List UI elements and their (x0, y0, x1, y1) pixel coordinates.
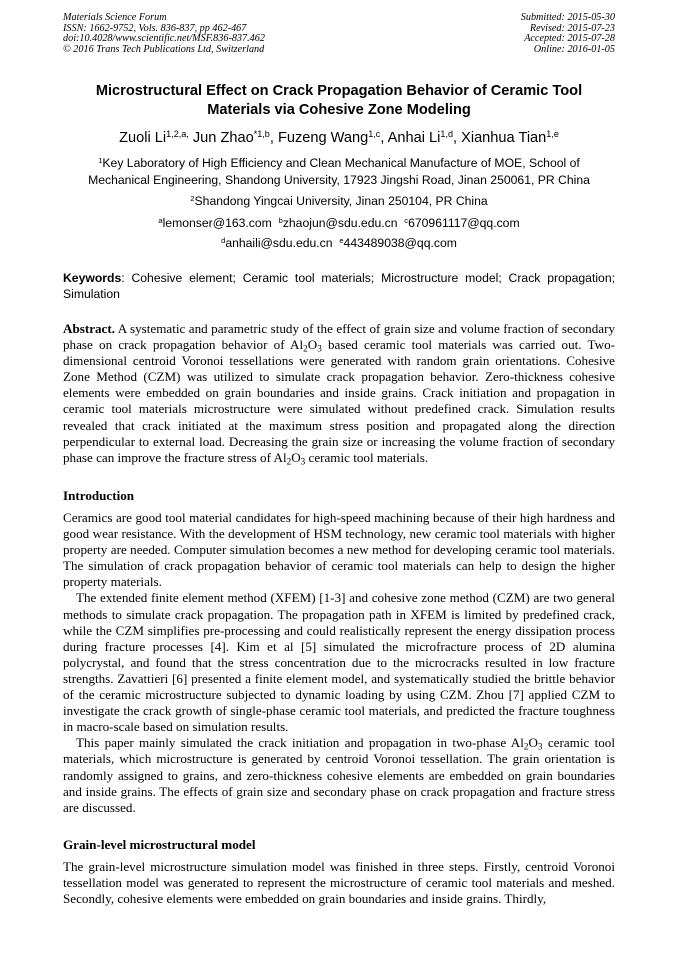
affiliation-2 (60, 193, 618, 210)
subscript: 3 (300, 456, 306, 467)
paragraph-text: This paper mainly simulated the crack initiation and propagation in two-phase Al (76, 735, 524, 751)
paragraph: Ceramics are good tool material candidates for high-speed machining because of their high hardness and good wear resistance. With the development of HSM technology, new ceramic tool materials with higher property are needed. Computer simulation becomes a new method for developing ceramic tool materials. The simulation of crack propagation behavior of ceramic tool materials can help to design the higher property materials. (63, 510, 615, 590)
abstract-text: O (291, 449, 301, 465)
affiliation-sup: 1 (98, 155, 103, 165)
title-line-1: Microstructural Effect on Crack Propagation Behavior of Ceramic Tool (95, 83, 583, 99)
author-name: Xianhua Tian (461, 130, 547, 146)
author-affiliation-sup: 1,d (440, 129, 453, 140)
affiliation-2-text: Shandong Yingcai University, Jinan 250104, PR China (194, 194, 488, 208)
section-heading: Introduction (63, 488, 135, 503)
email-address: lemonser@163.com (162, 216, 272, 230)
affiliation-1-line-2: Mechanical Engineering, Shandong University, 17923 Jingshi Road, Jinan 250061, PR China (88, 172, 590, 187)
paragraph: The extended finite element method (XFEM) [1-3] and cohesive zone method (CZM) are two general methods to simulate crack propagation. The propagation path in XFEM is limited by predefined crack, while the CZM simplifies pre-processing and could realistically represent the energy dissipation process during fracture processes [4]. Kim et al [5] simulated the microfracture process of 2D alumina polycrystal, and found that the stress concentration due to the microcracks resulted in low fracture strengths. Zavattieri [6] presented a finite element model, and systematically studied the brittle behavior of the ceramic microstructure subjected to dynamic loading by using CZM. Zhou [7] applied CZM to investigate the crack growth of single-phase ceramic tool materials, and predicted the fracture toughness in macro-scale based on simulation results. (63, 590, 615, 735)
revised-date: Revised: 2015-07-23 (529, 22, 615, 34)
subscript: 3 (317, 343, 322, 354)
email-sup: b (278, 215, 283, 225)
email-sup: d (221, 235, 226, 245)
author-name: Fuzeng Wang (277, 130, 369, 146)
email-address: 670961117@qq.com (408, 216, 520, 230)
email-line-1 (60, 215, 618, 232)
keywords (63, 270, 615, 302)
paragraph: The grain-level microstructure simulation model was finished in three steps. Firstly, centroid Voronoi tessellation model was generated to represent the microstructure of ceramic tool materials and meshed. Secondly, cohesive elements were embedded on grain boundaries and inside grains. Thirdly, (63, 859, 615, 907)
online-date: Online: 2016-01-05 (533, 43, 615, 55)
author-list: Zuoli $Li^{1,2,a,}$ Jun Zhao$^{*1,b}$, Fuzeng Wang$^{1,c}$, Anhai Li$^{1,d}$, Xianhua Tian$^{1,e}$ (119, 129, 559, 146)
journal-header-right (521, 13, 615, 55)
microstructural-model-section (63, 837, 615, 907)
email-address: 443489038@qq.com (343, 236, 457, 250)
email-line-2 (60, 235, 618, 252)
paragraph-text: ceramic tool materials, which microstructure is generated by centroid Voronoi tessellation. The grain orientation is randomly assigned to grains, and zero-thickness cohesive elements are embedded on grain boundaries and inside grains. The effects of grain size and secondary phase on crack propagation and fracture stress are discussed. (63, 735, 615, 815)
affiliation-sup: 2 (190, 193, 195, 203)
paper-title (50, 82, 628, 120)
copyright-line: © 2016 Trans Tech Publications Ltd, Switzerland (63, 43, 265, 55)
abstract-text: O (307, 337, 318, 353)
affiliation-1 (60, 155, 618, 188)
author-name: Anhai Li (387, 130, 441, 146)
doi-line: doi:10.4028/www.scientific.net/MSF.836-837.462 (63, 33, 265, 45)
accepted-date: Accepted: 2015-07-28 (524, 33, 615, 45)
abstract-text: A systematic and parametric study of the effect of grain size and volume fraction of secondary phase on crack propagation behavior of Al (63, 321, 615, 353)
paragraph (63, 735, 615, 815)
keywords-text: : Cohesive element; Ceramic tool materials; Microstructure model; Crack propagation; Simulation (63, 271, 615, 301)
email-sup: a (158, 215, 163, 225)
issn-line: ISSN: 1662-9752, Vols. 836-837, pp 462-467 (63, 22, 247, 34)
author-affiliation-sup: 1,2,a, (166, 129, 189, 140)
subscript: 3 (537, 741, 543, 752)
email-address: anhaili@sdu.edu.cn (225, 236, 333, 250)
author-affiliation-sup: 1,e (546, 129, 559, 140)
email-sup: c (404, 215, 409, 225)
author-name: Jun Zhao (192, 130, 254, 146)
journal-header-left (63, 13, 265, 55)
subscript: 2 (303, 343, 308, 354)
author-affiliation-sup: *1,b (253, 129, 270, 140)
email-address: zhaojun@sdu.edu.cn (282, 216, 398, 230)
section-heading: Grain-level microstructural model (63, 837, 256, 852)
submitted-date: Submitted: 2015-05-30 (520, 12, 615, 23)
abstract-label: Abstract. (63, 321, 115, 336)
journal-name: Materials Science Forum (63, 12, 167, 23)
keywords-label: Keywords (63, 271, 122, 285)
subscript: 2 (286, 456, 292, 467)
email-sup: e (339, 235, 344, 245)
abstract-text: ceramic tool materials. (305, 449, 429, 465)
title-line-2: Materials via Cohesive Zone Modeling (207, 102, 471, 118)
subscript: 2 (523, 741, 529, 752)
paragraph-text: O (528, 735, 538, 751)
author-name: Zuoli Li (119, 130, 167, 146)
author-affiliation-sup: 1,c (368, 129, 381, 140)
affiliation-1-line-1: Key Laboratory of High Efficiency and Clean Mechanical Manufacture of MOE, School of (102, 156, 580, 170)
abstract-text: based ceramic tool materials was carried out. Two-dimensional centroid Voronoi tessellations were generated with random grain orientations. Cohesive Zone Method (CZM) was utilized to simulate crack propagation behavior. Zero-thickness cohesive elements were embedded on grain boundaries and inside grains. Crack initiation and propagation in ceramic tool materials microstructure were simulated without predefined crack. Simulation results revealed that crack initiated at the maximum stress position and propagated along the direction perpendicular to external load. Decreasing the grain size or increasing the volume fraction of secondary phase can improve the fracture stress of Al (63, 337, 615, 465)
abstract (63, 321, 615, 466)
introduction-section (63, 488, 615, 816)
